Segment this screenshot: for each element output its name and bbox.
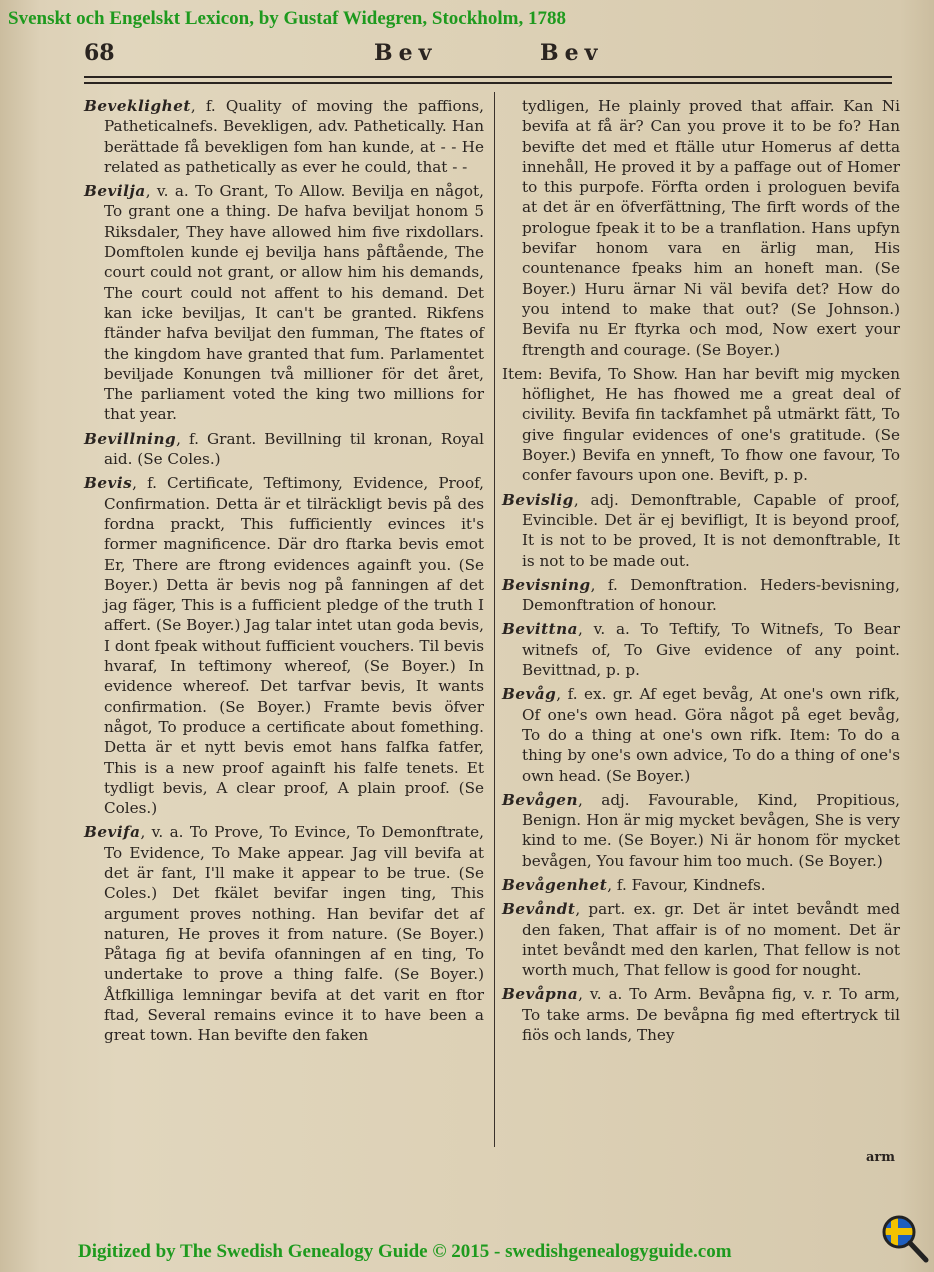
right-column [502,96,900,1049]
entry-text: , f. Favour, Kindnefs. [607,875,766,894]
entry-text: , v. a. To Arm. Bevåpna fig, v. r. To arm, To take arms. De bevåpna fig med eftertryck til fiös och lands, They [522,985,900,1045]
digitizer-banner: Digitized by The Swedish Genealogy Guide © 2015 - swedishgenealogyguide.com [78,1241,732,1262]
dictionary-entry [502,684,900,785]
entry-headword: Bevifa [84,823,141,842]
dictionary-entry [84,473,484,818]
entry-headword: Bevågen [502,790,578,809]
entry-text: , f. Quality of moving the paffions, Patheticalnefs. Bevekligen, adv. Pathetically. Han berättade få bevekligen fom han kunde, at - - He related as pathetically as ever he could, that - - [104,97,484,176]
entry-text: , f. Demonftration. Heders-bevisning, Demonftration of honour. [522,575,900,615]
entry-headword: Bevillning [84,429,177,448]
entry-headword: Bevågenhet [502,875,608,894]
entry-text: , v. a. To Teftify, To Witnefs, To Bear witnefs of, To Give evidence of any point. Bevittnad, p. p. [522,620,900,680]
entry-text: , f. Grant. Bevillning til kronan, Royal aid. (Se Coles.) [104,429,484,469]
header-rule [84,76,892,84]
entry-headword: Bevåndt [502,900,576,919]
swedish-flag-magnifier-icon [879,1214,931,1266]
entry-text: , adj. Favourable, Kind, Propitious, Benign. Hon är mig mycket bevågen, She is very kind to me. (Se Boyer.) Ni är honom för mycket bevågen, You favour him too much. (Se Boyer.) [522,790,900,870]
dictionary-entry [502,899,900,980]
entry-text: , adj. Demonftrable, Capable of proof, Evincible. Det är ej bevifligt, It is beyond proof, It is not to be proved, It is not demonftrable, It is not to be made out. [522,490,900,570]
dictionary-entry-continued [502,96,900,360]
dictionary-entry [502,364,900,486]
entry-headword: Bevittna [502,620,579,639]
entry-headword: Beveklighet [84,97,191,115]
entry-text: , v. a. To Prove, To Evince, To Demonftrate, To Evidence, To Make appear. Jag vill bevifa at det är fant, I'll make it appear to be true. (Se Coles.) Det fkälet bevifar ingen ting, This argument proves nothing. Han bevifar det af naturen, He proves it from nature. (Se Boyer.) Påtaga fig at bevifa ofanningen af en ting, To undertake to prove a thing falfe. (Se Boyer.) Åtfkilliga lemningar bevifa at det varit en ftor ftad, Several remains evince it to have been a great town. Han bevifte den faken [104,823,484,1045]
dictionary-entry [502,790,900,871]
dictionary-entry [84,96,484,177]
entry-headword: Bevislig [502,490,574,509]
dictionary-entry [84,822,484,1045]
entry-headword: Bevåpna [502,985,579,1004]
entry-headword: Bevisning [502,575,591,594]
dictionary-entry [502,575,900,616]
entry-text: , f. ex. gr. Af eget bevåg, At one's own rifk, Of one's own head. Göra något på eget bevåg, To do a thing at one's own rifk. Item: To do a thing by one's own advice, To do a thing of one's own head. (Se Boyer.) [522,685,900,785]
dictionary-entry [502,875,900,895]
catchword: arm [866,1150,896,1165]
page-number: 68 [84,40,115,66]
entry-text: , v. a. To Grant, To Allow. Bevilja en något, To grant one a thing. De hafva beviljat honom 5 Riksdaler, They have allowed him five rixdollars. Domftolen kunde ej bevilja hans påftående, The court could not grant, or allow him his demands, The court could not affent to his demand. Det kan icke beviljas, It can't be granted. Rikfens ftänder hafva beviljat den fumman, The ftates of the kingdom have granted that fum. Parlamentet beviljade Konungen två millioner för det året, The parliament voted the king two millions for that year. [104,182,484,424]
source-banner: Svenskt och Engelskt Lexicon, by Gustaf Widegren, Stockholm, 1788 [8,8,566,29]
left-column [84,96,484,1050]
entry-text: , f. Certificate, Teftimony, Evidence, Proof, Confirmation. Detta är et tilräckligt bevis på des fordna prackt, This fufficiently evinces it's former magnificence. Där dro ftarka bevis emot Er, There are ftrong evidences againft you. (Se Boyer.) Detta är bevis nog på fanningen af det jag fäger, This is a fufficient pledge of the truth I affert. (Se Boyer.) Jag talar intet utan goda bevis, I dont fpeak without fufficient vouchers. Til bevis hvaraf, In teftimony whereof, (Se Boyer.) In evidence whereof. Det tarfvar bevis, It wants confirmation. (Se Boyer.) Framte bevis öfver något, To produce a certificate about fomething. Detta är et nytt bevis emot hans falfka fatfer, This is a new proof againft his falfe tenets. Et tydligt bevis, A clear proof, A plain proof. (Se Coles.) [104,474,484,818]
entry-headword: Bevilja [84,182,146,201]
entry-headword: Bevis [84,474,133,493]
dictionary-entry [502,984,900,1045]
running-head-right: Bev [540,40,604,66]
column-divider [494,92,495,1147]
entry-headword: Bevåg [502,685,557,704]
dictionary-entry [502,619,900,680]
running-head-left: Bev [374,40,438,66]
entry-text: tydligen, He plainly proved that affair. Kan Ni bevifa at få är? Can you prove it to be fo? Han bevifte det med et ftälle utur Homerus af detta innehåll, He proved it by a paffage out of Homer to this purpofe. Förfta orden i prologuen bevifa at det är en öfverfättning, The firft words of the prologue fpeak it to be a tranflation. Hans upfyn bevifar honom vara en ärlig man, His countenance fpeaks him an honeft man. (Se Boyer.) Huru ärnar Ni väl bevifa det? How do you intend to make that out? (Se Johnson.) Bevifa nu Er ftyrka och mod, Now exert your ftrength and courage. (Se Boyer.) [522,97,900,359]
entry-text: Item: Bevifa, To Show. Han har bevift mig mycken höflighet, He has fhowed me a great deal of civility. Bevifa fin tackfamhet på utmärkt fätt, To give fingular evidences of one's gratitude. (Se Boyer.) Bevifa en ynneft, To fhow one favour, To confer favours upon one. Bevift, p. p. [502,364,900,485]
dictionary-entry [84,429,484,470]
dictionary-entry [84,181,484,425]
entry-text: , part. ex. gr. Det är intet bevåndt med den faken, That affair is of no moment. Det är intet bevåndt med den karlen, That fellow is not worth much, That fellow is good for nought. [522,900,900,980]
dictionary-entry [502,490,900,571]
